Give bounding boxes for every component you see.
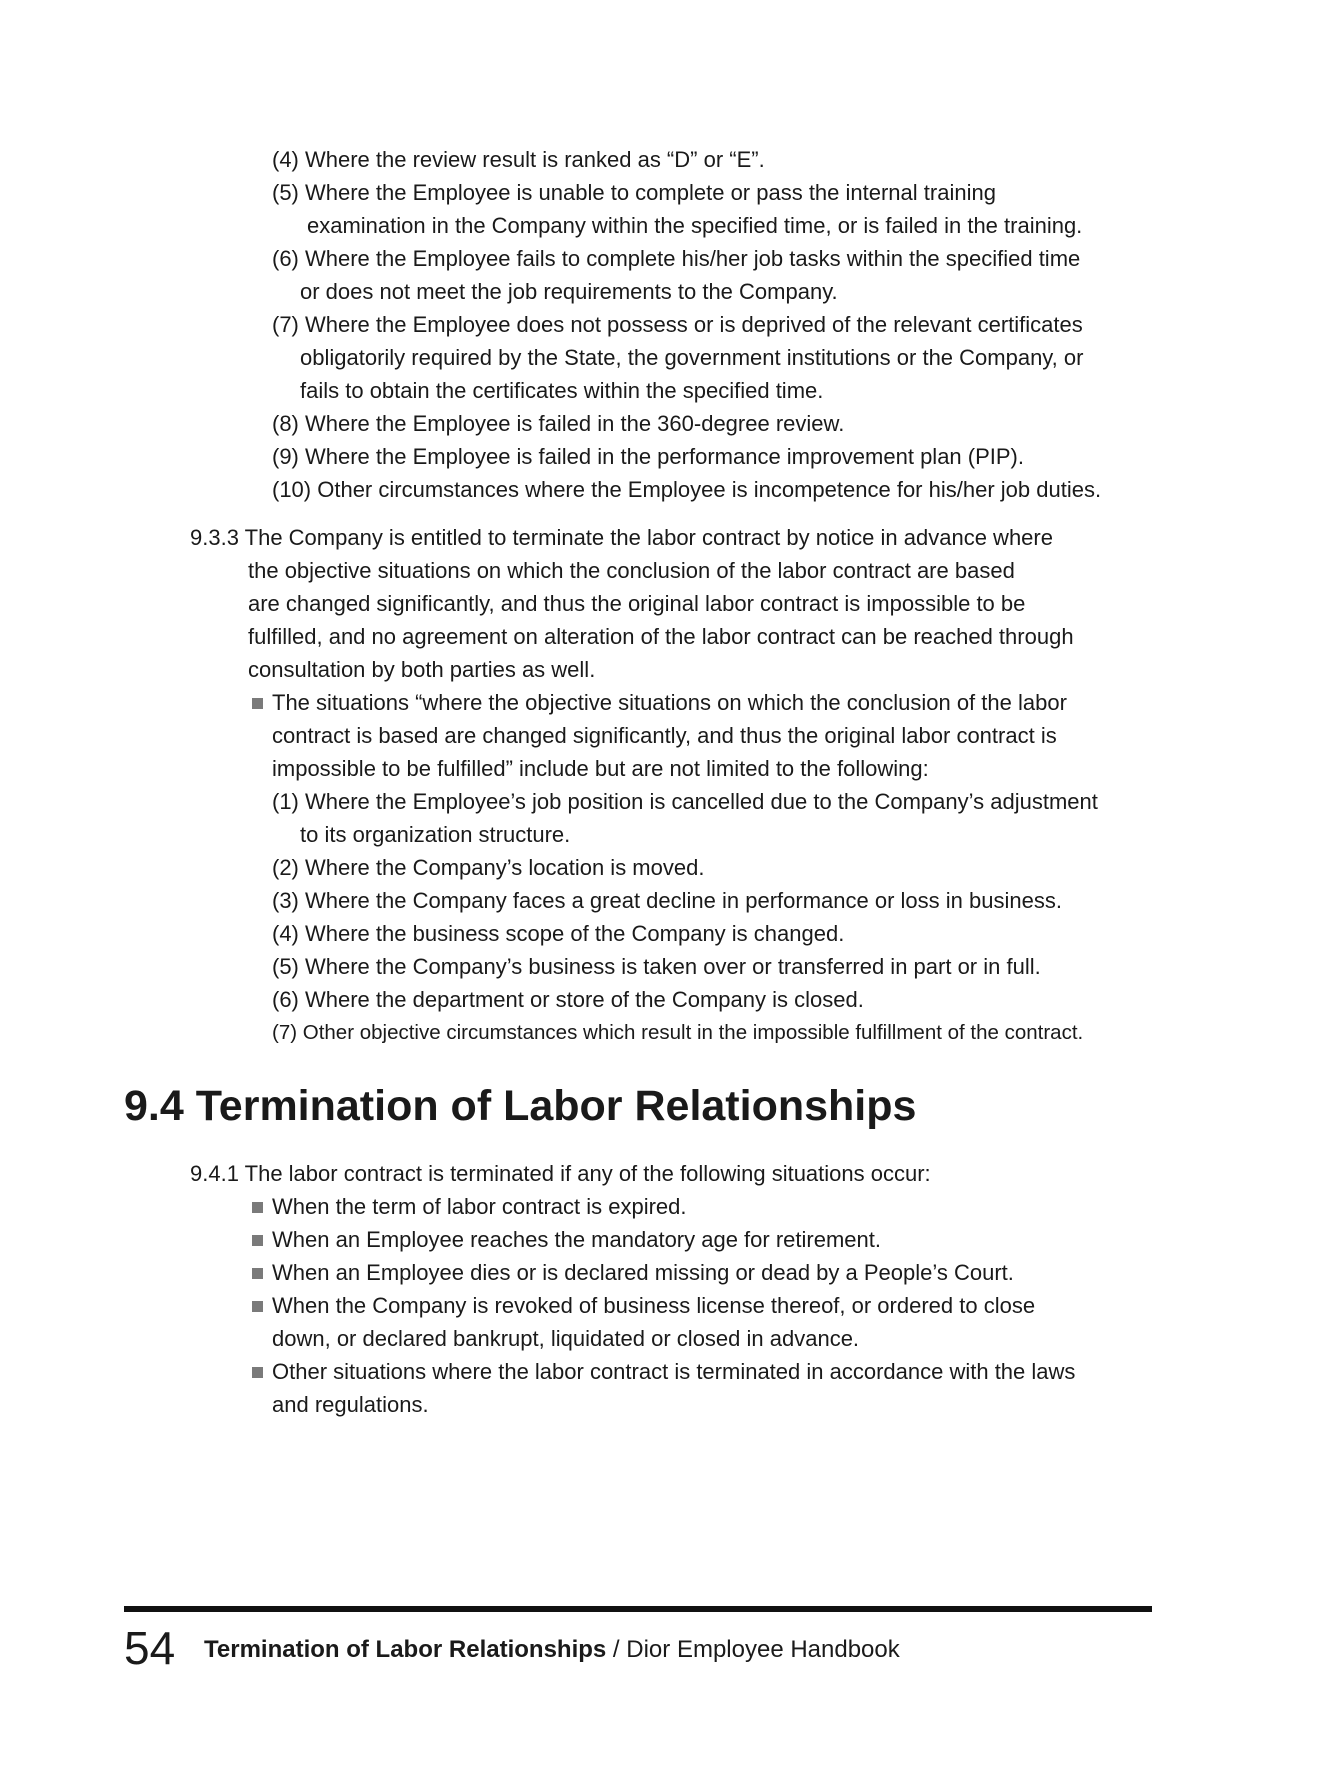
list-item-continuation: fails to obtain the certificates within the specified time.	[300, 378, 824, 403]
list-item-continuation: or does not meet the job requirements to the Company.	[300, 279, 838, 304]
square-bullet-icon	[252, 1268, 263, 1279]
bullet-text: The situations “where the objective situations on which the conclusion of the labor	[272, 690, 1067, 715]
footer-title	[204, 1633, 900, 1667]
bullet-text: down, or declared bankrupt, liquidated or closed in advance.	[272, 1326, 860, 1351]
list-item: (8) Where the Employee is failed in the 360-degree review.	[272, 411, 845, 436]
list-item: (7) Where the Employee does not possess or is deprived of the relevant certificates	[272, 312, 1083, 337]
bullet-text: When an Employee reaches the mandatory age for retirement.	[272, 1227, 881, 1252]
footer-book-title: Dior Employee Handbook	[626, 1636, 900, 1663]
list-item: (5) Where the Employee is unable to complete or pass the internal training	[272, 180, 996, 205]
footer-separator: /	[606, 1636, 627, 1663]
bullet-text: Other situations where the labor contract is terminated in accordance with the laws	[272, 1359, 1076, 1384]
footer-rule	[124, 1606, 1152, 1612]
list-item: (10) Other circumstances where the Employee is incompetence for his/her job duties.	[272, 477, 1102, 502]
bullet-text: contract is based are changed significantly, and thus the original labor contract is	[272, 723, 1057, 748]
list-item: (2) Where the Company’s location is moved.	[272, 855, 705, 880]
list-item: (7) Other objective circumstances which result in the impossible fulfillment of the contract.	[272, 1021, 1084, 1044]
list-item: (3) Where the Company faces a great decline in performance or loss in business.	[272, 888, 1062, 913]
square-bullet-icon	[252, 1235, 263, 1246]
clause-9-3-3-line: the objective situations on which the conclusion of the labor contract are based	[248, 558, 1015, 583]
bullet-text: When an Employee dies or is declared missing or dead by a People’s Court.	[272, 1260, 1014, 1285]
list-item: (1) Where the Employee’s job position is cancelled due to the Company’s adjustment	[272, 789, 1098, 814]
list-item: (4) Where the business scope of the Company is changed.	[272, 921, 845, 946]
square-bullet-icon	[252, 1301, 263, 1312]
clause-9-3-3-line: fulfilled, and no agreement on alteration of the labor contract can be reached through	[248, 624, 1074, 649]
list-item: (6) Where the Employee fails to complete his/her job tasks within the specified time	[272, 246, 1081, 271]
list-item: (6) Where the department or store of the Company is closed.	[272, 987, 864, 1012]
list-item-continuation: obligatorily required by the State, the government institutions or the Company, or	[300, 345, 1084, 370]
list-item: (5) Where the Company’s business is taken over or transferred in part or in full.	[272, 954, 1041, 979]
list-item-continuation: examination in the Company within the specified time, or is failed in the training.	[307, 213, 1083, 238]
section-heading: 9.4 Termination of Labor Relationships	[124, 1082, 917, 1130]
list-item-continuation: to its organization structure.	[300, 822, 571, 847]
bullet-text: When the term of labor contract is expired.	[272, 1194, 687, 1219]
footer-chapter-title: Termination of Labor Relationships	[204, 1636, 607, 1663]
clause-9-3-3: 9.3.3 The Company is entitled to terminate the labor contract by notice in advance where	[190, 525, 1053, 550]
clause-9-3-3-line: are changed significantly, and thus the original labor contract is impossible to be	[248, 591, 1026, 616]
list-item: (4) Where the review result is ranked as “D” or “E”.	[272, 147, 765, 172]
square-bullet-icon	[252, 698, 263, 709]
clause-9-4-1: 9.4.1 The labor contract is terminated if any of the following situations occur:	[190, 1161, 931, 1186]
bullet-text: When the Company is revoked of business license thereof, or ordered to close	[272, 1293, 1036, 1318]
square-bullet-icon	[252, 1367, 263, 1378]
bullet-text: impossible to be fulfilled” include but are not limited to the following:	[272, 756, 929, 781]
page-number: 54	[124, 1622, 176, 1674]
clause-9-3-3-line: consultation by both parties as well.	[248, 657, 596, 682]
list-item: (9) Where the Employee is failed in the performance improvement plan (PIP).	[272, 444, 1024, 469]
bullet-text: and regulations.	[272, 1392, 429, 1417]
square-bullet-icon	[252, 1202, 263, 1213]
